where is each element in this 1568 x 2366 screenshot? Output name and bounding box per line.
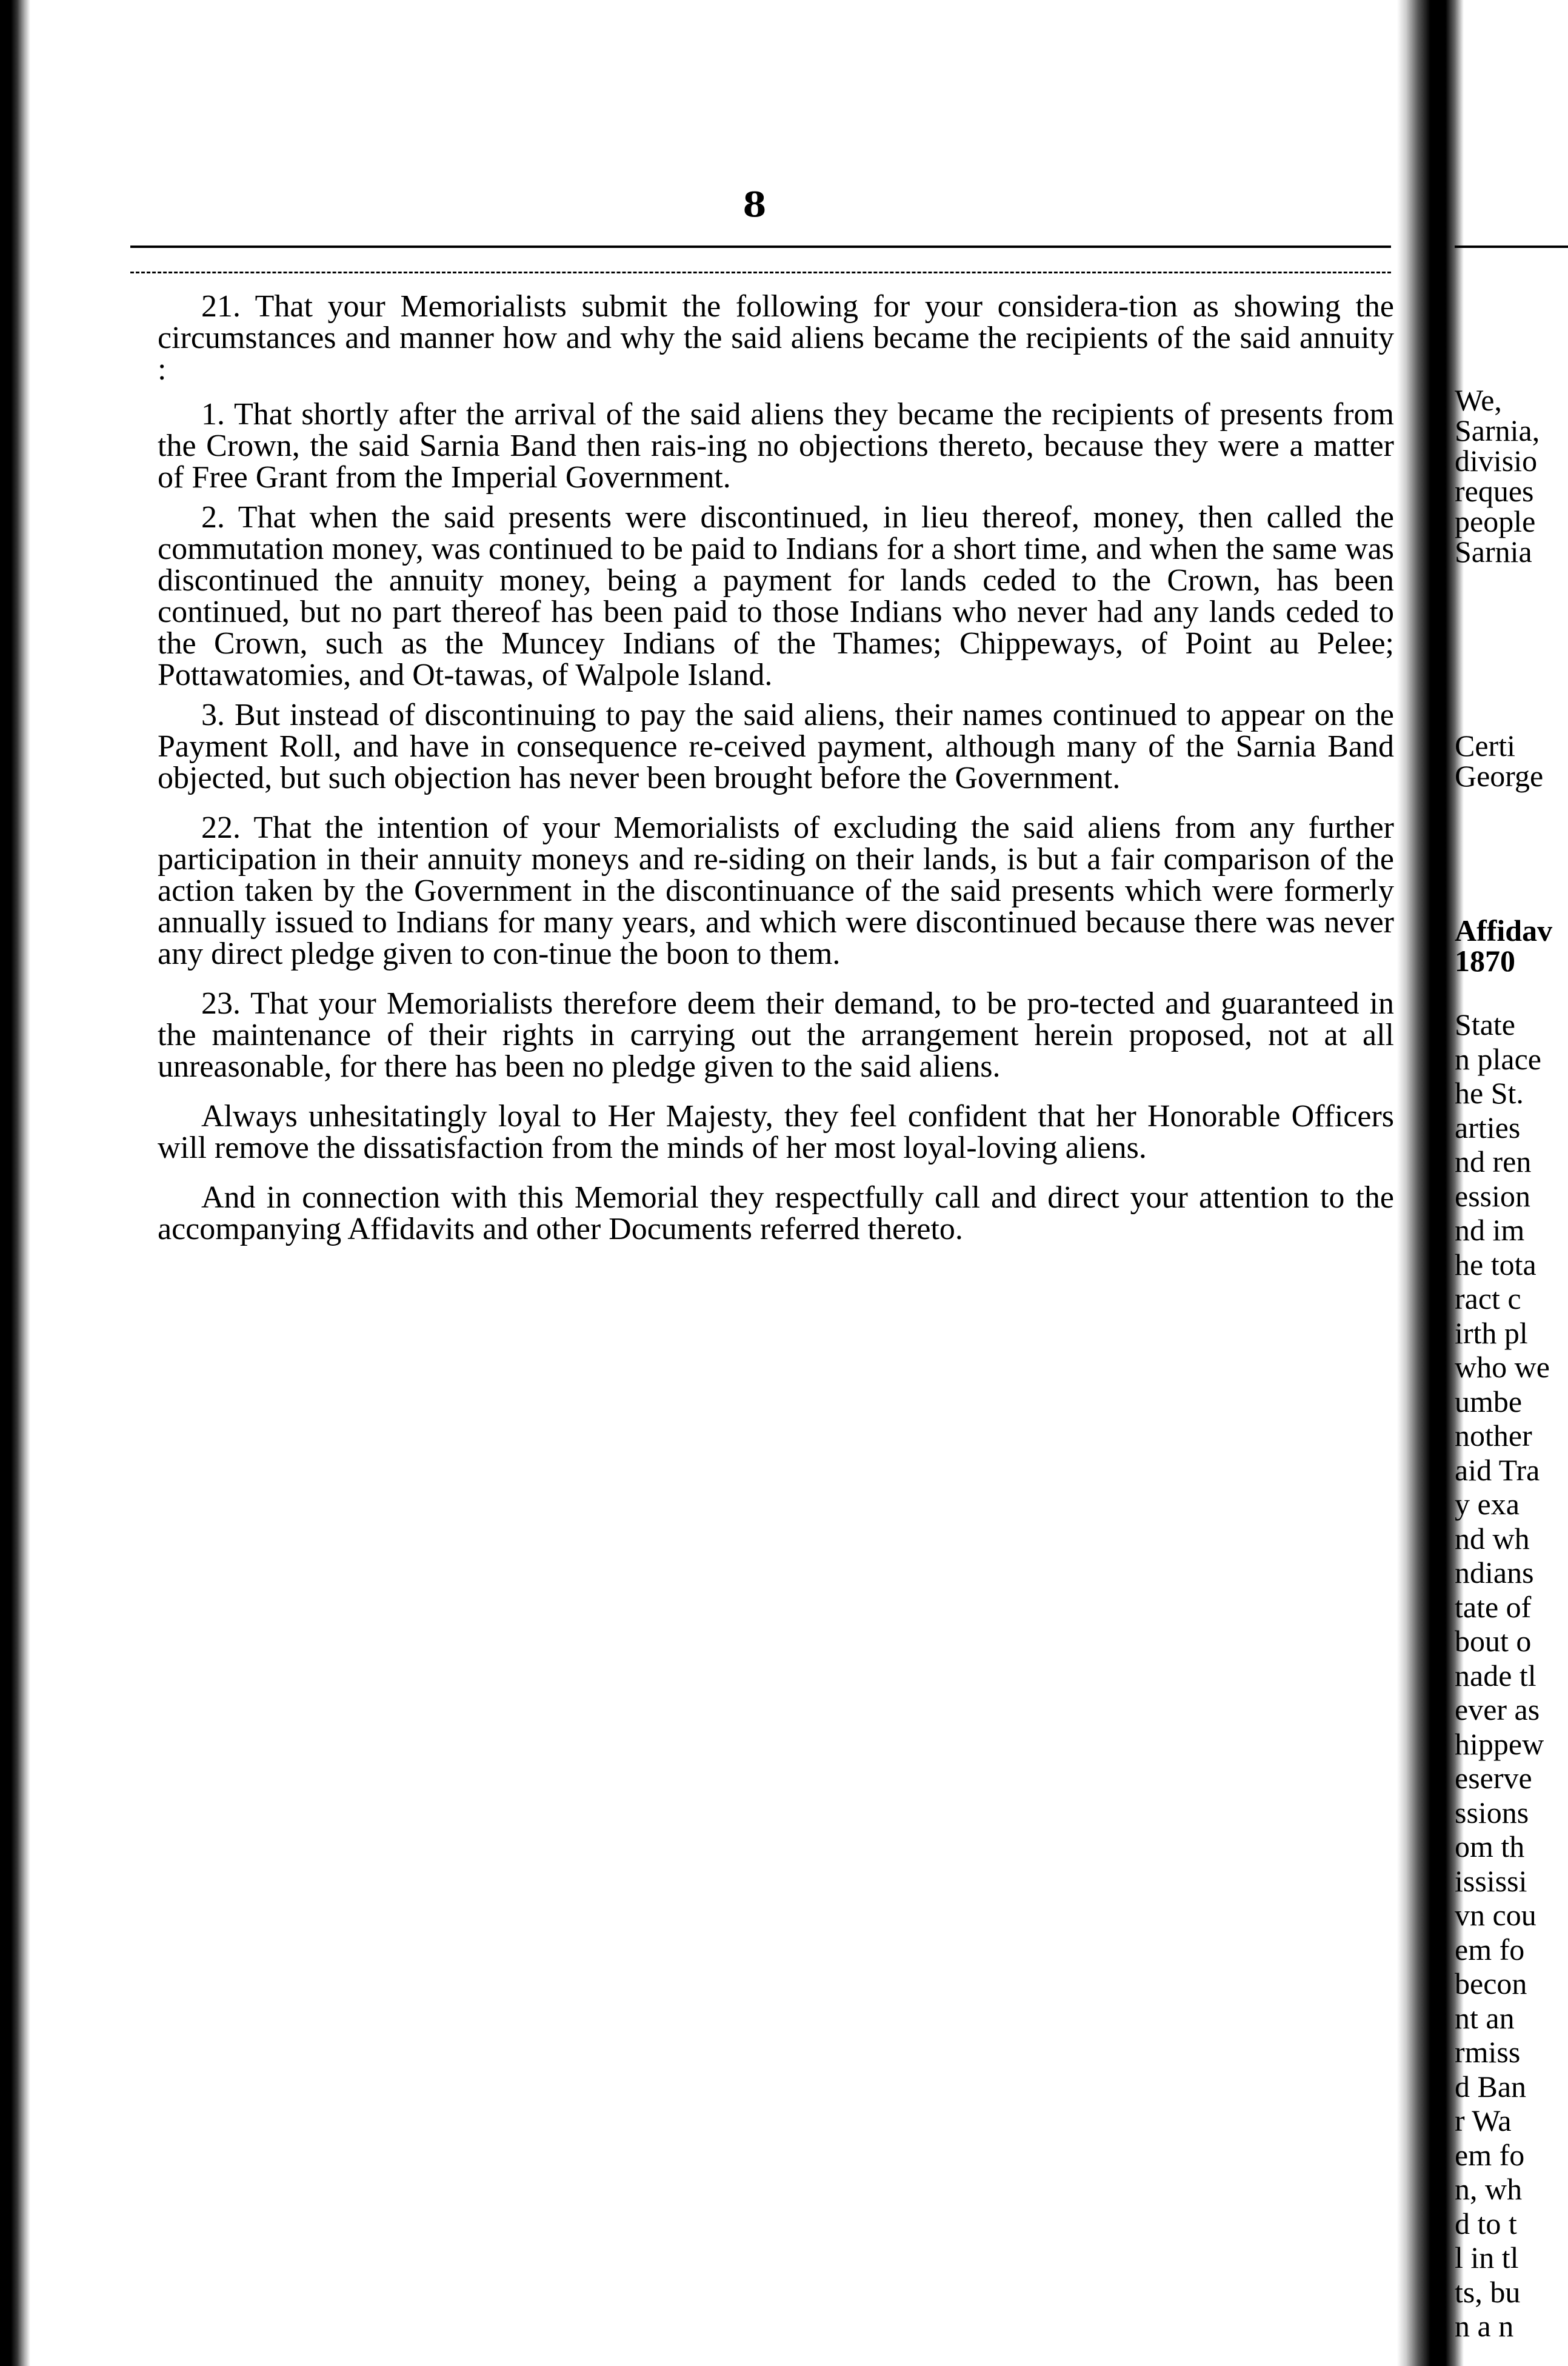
facing-line: divisio <box>1455 444 1538 478</box>
facing-heading: Affidav <box>1455 914 1553 947</box>
facing-line: We, <box>1455 383 1502 417</box>
facing-line: ississi <box>1455 1863 1527 1898</box>
facing-line: om th <box>1455 1830 1525 1863</box>
paragraph-21-1: 1. That shortly after the arrival of the said aliens they became the recipients of presents from the Crown, the said Sarnia Band then rais-ing no objections thereto, because they were a matter of Free Grant from the Imperial Government. <box>158 397 1394 495</box>
facing-line: reques <box>1455 474 1534 508</box>
facing-heading: 1870 <box>1455 944 1515 978</box>
facing-line: Sarnia <box>1455 535 1532 569</box>
facing-line: he tota <box>1455 1247 1536 1282</box>
facing-line: nd ren <box>1455 1145 1532 1178</box>
facing-line: em fo <box>1455 1932 1525 1967</box>
facing-line: nd wh <box>1455 1521 1530 1556</box>
facing-line: vn cou <box>1455 1898 1536 1932</box>
page-number: 8 <box>742 185 767 225</box>
binding-gutter <box>1397 0 1464 2366</box>
facing-line: y exa <box>1455 1487 1520 1521</box>
facing-line: d Ban <box>1455 2069 1527 2104</box>
facing-line: nother <box>1455 1419 1532 1452</box>
paragraph-23: 23. That your Memorialists therefore deem their demand, to be pro-tected and guaranteed in the maintenance of their rights in carrying out the arrangement herein proposed, not at all unreasonable, for there has been no pledge given to the said aliens. <box>158 986 1394 1084</box>
facing-line: ts, bu <box>1455 2274 1521 2309</box>
facing-line: George <box>1455 759 1544 793</box>
memorial-body <box>158 291 1394 1258</box>
facing-line: people <box>1455 504 1536 538</box>
facing-page-rule <box>1455 246 1568 248</box>
facing-line: nade tl <box>1455 1658 1536 1693</box>
facing-line: r Wa <box>1455 2104 1512 2137</box>
facing-line: n, wh <box>1455 2172 1523 2206</box>
facing-line: em fo <box>1455 2137 1525 2172</box>
paragraph-21: 21. That your Memorialists submit the following for your considera-tion as showing the circumstances and manner how and why the said aliens became the recipients of the said annuity : <box>158 289 1394 387</box>
facing-line: who we <box>1455 1350 1550 1384</box>
facing-line: n place <box>1455 1041 1541 1076</box>
facing-line: hippew <box>1455 1726 1544 1761</box>
facing-line: rmiss <box>1455 2035 1521 2069</box>
paragraph-21-3: 3. But instead of discontinuing to pay the said aliens, their names continued to appear on the Payment Roll, and have in consequence re-ceived payment, although many of the Sarnia Band objected, but such objection has never been brought before the Government. <box>158 698 1394 795</box>
facing-line: d to t <box>1455 2206 1517 2241</box>
facing-line: l in tl <box>1455 2241 1519 2274</box>
facing-line: ndians <box>1455 1556 1534 1589</box>
paragraph-22: 22. That the intention of your Memorialists of excluding the said aliens from any further participation in their annuity moneys and re-siding on their lands, is but a fair comparison of the action taken by the Government in the discontinuance of the said presents which were formerly annually issued to Indians for many years, and which were discontinued because there was never any direct pledge given to con-tinue the boon to them. <box>158 810 1394 971</box>
paragraph-affidavits: And in connection with this Memorial they respectfully call and direct your attention to the accompanying Affidavits and other Documents referred thereto. <box>158 1180 1394 1246</box>
facing-line: ession <box>1455 1178 1530 1213</box>
facing-line: bout o <box>1455 1624 1532 1658</box>
paragraph-21-2: 2. That when the said presents were discontinued, in lieu thereof, money, then called the commutation money, was continued to be paid to Indians for a short time, and when the same was discontinued the annuity money, being a payment for lands ceded to the Crown, has been continued, but no part thereof has been paid to those Indians who never had any lands ceded to the Crown, such as the Muncey Indians of the Thames; Chippeways, of Point au Pelee; Pottawatomies, and Ot-tawas, of Walpole Island. <box>158 500 1394 692</box>
facing-line: irth pl <box>1455 1315 1528 1350</box>
scan-left-edge <box>0 0 30 2366</box>
facing-line: Certi <box>1455 729 1515 763</box>
facing-line: becon <box>1455 1967 1527 2000</box>
facing-line: ract c <box>1455 1282 1521 1315</box>
facing-line: ever as <box>1455 1693 1540 1726</box>
header-rule <box>130 246 1391 248</box>
facing-line: ssions <box>1455 1795 1529 1830</box>
facing-page <box>1455 0 1568 2366</box>
facing-line: n a n <box>1455 2309 1514 2343</box>
facing-line: aid Tra <box>1455 1452 1540 1487</box>
facing-line: arties <box>1455 1110 1521 1145</box>
facing-line: eserve <box>1455 1761 1532 1795</box>
facing-line: State <box>1455 1008 1515 1041</box>
facing-line: he St. <box>1455 1076 1524 1110</box>
facing-line: tate of <box>1455 1589 1532 1624</box>
facing-line: nd im <box>1455 1213 1525 1247</box>
facing-line: umbe <box>1455 1384 1523 1419</box>
facing-line: nt an <box>1455 2000 1515 2035</box>
paragraph-loyalty: Always unhesitatingly loyal to Her Majesty, they feel confident that her Honorable Officers will remove the dissatisfaction from the minds of her most loyal-loving aliens. <box>158 1099 1394 1165</box>
header-rule-dashed <box>130 272 1391 273</box>
facing-line: Sarnia, <box>1455 413 1540 447</box>
